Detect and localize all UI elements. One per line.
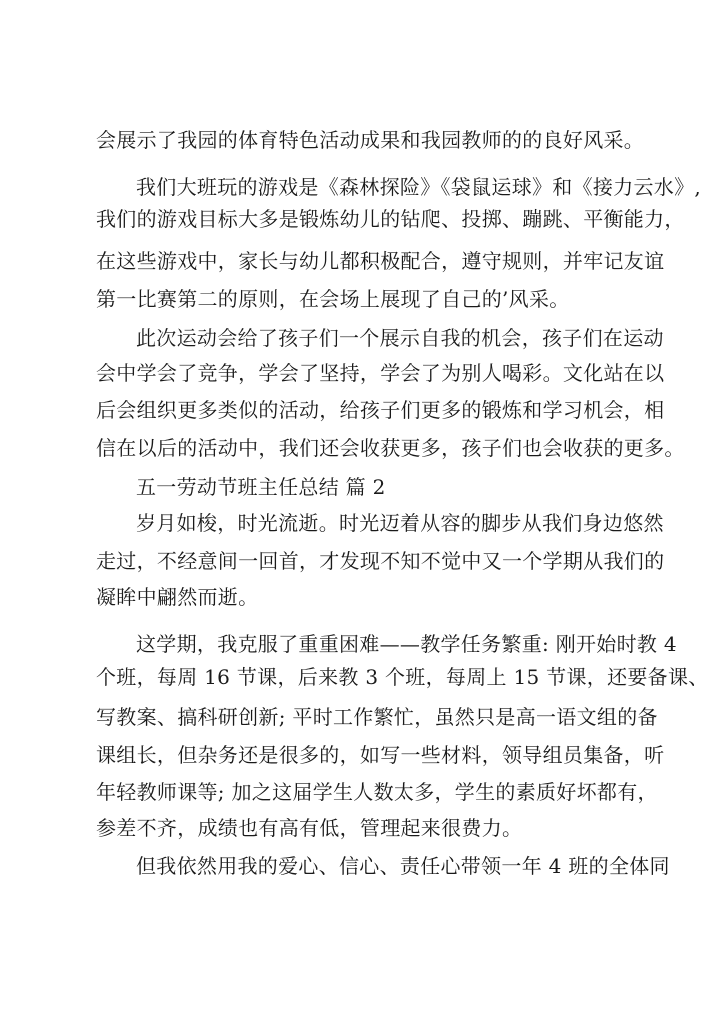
paragraph-line: 这学期，我克服了重重困难——教学任务繁重: 刚开始时教 4 bbox=[136, 632, 677, 656]
paragraph-line: 信在以后的活动中，我们还会收获更多，孩子们也会收获的更多。 bbox=[96, 436, 685, 460]
paragraph-line: 会中学会了竞争，学会了坚持，学会了为别人喝彩。文化站在以 bbox=[96, 361, 665, 385]
paragraph-line: 个班，每周 16 节课，后来教 3 个班，每周上 15 节课，还要备课、 bbox=[96, 665, 709, 689]
paragraph-line: 课组长，但杂务还是很多的，如写一些材料，领导组员集备，听 bbox=[96, 743, 665, 767]
paragraph-line: 岁月如梭，时光流逝。时光迈着从容的脚步从我们身边悠然 bbox=[136, 511, 664, 535]
paragraph-line: 我们的游戏目标大多是锻炼幼儿的钻爬、投掷、蹦跳、平衡能力， bbox=[96, 207, 685, 231]
paragraph-line: 参差不齐，成绩也有高有低，管理起来很费力。 bbox=[96, 816, 523, 840]
paragraph-line: 此次运动会给了孩子们一个展示自我的机会，孩子们在运动 bbox=[136, 326, 664, 350]
paragraph-line: 年轻教师课等; 加之这届学生人数太多，学生的素质好坏都有， bbox=[96, 780, 658, 804]
paragraph-line: 第一比赛第二的原则，在会场上展现了自己的’风采。 bbox=[96, 287, 570, 311]
section-heading: 五一劳动节班主任总结 篇 2 bbox=[136, 475, 386, 499]
paragraph-line: 在这些游戏中，家长与幼儿都积极配合，遵守规则，并牢记友谊 bbox=[96, 249, 665, 273]
paragraph-line: 后会组织更多类似的活动，给孩子们更多的锻炼和学习机会，相 bbox=[96, 398, 665, 422]
paragraph-line: 但我依然用我的爱心、信心、责任心带领一年 4 班的全体同 bbox=[136, 854, 670, 878]
paragraph-line: 会展示了我园的体育特色活动成果和我园教师的的良好风采。 bbox=[96, 128, 645, 152]
paragraph-line: 凝眸中翩然而逝。 bbox=[96, 585, 259, 609]
paragraph-line: 我们大班玩的游戏是《森林探险》《袋鼠运球》和《接力云水》, bbox=[136, 175, 702, 199]
paragraph-line: 写教案、搞科研创新; 平时工作繁忙，虽然只是高一语文组的备 bbox=[96, 705, 658, 729]
paragraph-line: 走过，不经意间一回首，才发现不知不觉中又一个学期从我们的 bbox=[96, 549, 665, 573]
